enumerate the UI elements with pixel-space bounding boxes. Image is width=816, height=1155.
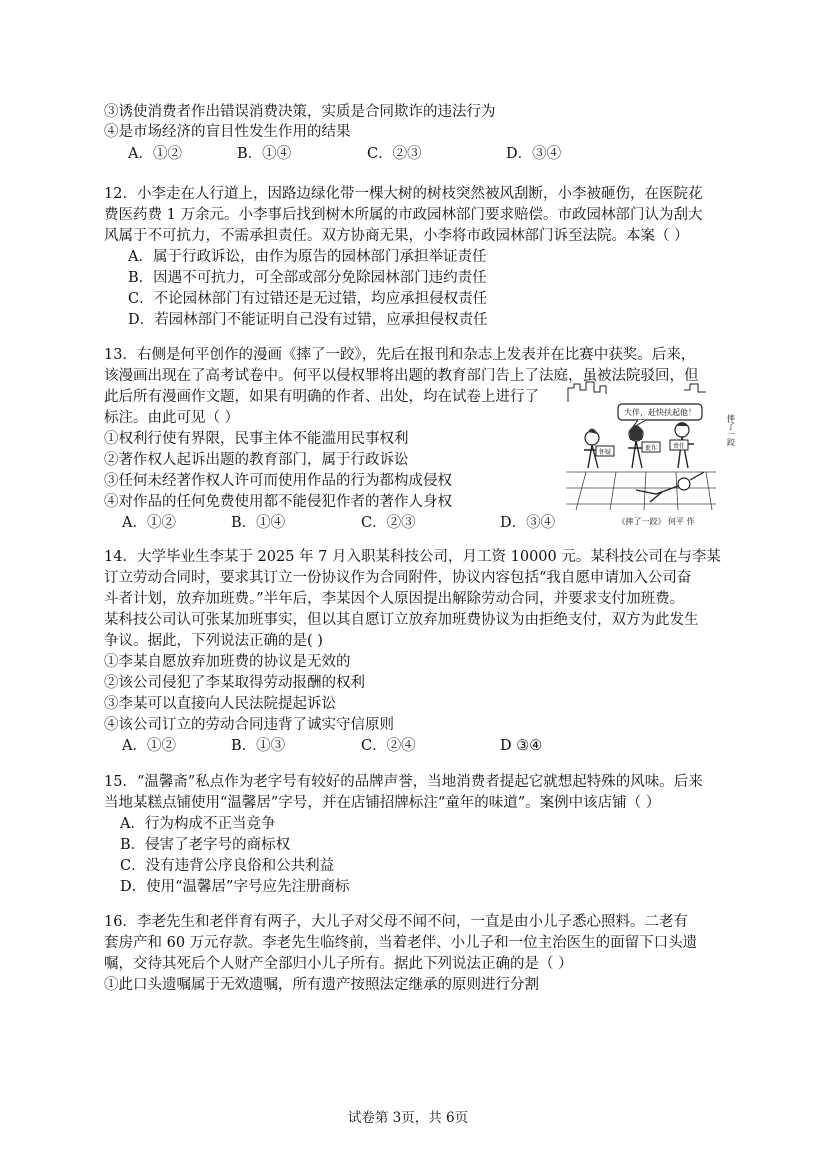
q14-stem-line-3: 斗者计划，放弃加班费。”半年后，李某因个人原因提出解除劳动合同，并要求支付加班费。	[104, 591, 685, 607]
q13-stem-line-2: 该漫画出现在了高考试卷中。何平以侵权罪将出题的教育部门告上了法庭，虽被法院驳回，但	[104, 368, 699, 384]
page-footer: 试卷第 3页，共 6页	[347, 1110, 469, 1126]
q11-option-a: A．①②	[128, 146, 182, 162]
q11-option-b: B．①④	[237, 146, 292, 162]
q13-option-b: B．①④	[231, 515, 286, 531]
q14-statement-1: ①李某自愿放弃加班费的协议是无效的	[104, 654, 351, 670]
cartoon-side-title: 摔了一跤	[726, 414, 736, 446]
q14-stem-line-4: 某科技公司认可张某加班事实，但以其自愿订立放弃加班费协议为由拒绝支付，双方为此发生	[104, 612, 699, 628]
q14-statement-2: ②该公司侵犯了李某取得劳动报酬的权利	[104, 675, 365, 691]
q13-statement-1: ①权利行使有界限，民事主体不能滥用民事权利	[104, 431, 409, 447]
q11-statement-4: ④是市场经济的盲目性发生作用的结果	[104, 124, 351, 140]
cartoon-sign-2: 讹诈	[644, 445, 658, 452]
q16-stem-line-2: 套房产和 60 万元存款。李老先生临终前，当着老伴、小儿子和一位主治医生的面留下口头遗	[104, 935, 698, 951]
q14-statement-4: ④该公司订立的劳动合同违背了诚实守信原则	[104, 717, 394, 733]
q13-option-d: D．③④	[500, 515, 556, 531]
q15-option-c: C．没有违背公序良俗和公共利益	[120, 858, 335, 874]
q12-option-a: A．属于行政诉讼，由作为原告的园林部门承担举证责任	[128, 249, 487, 265]
q14-option-c: C．②④	[361, 738, 416, 754]
q12-option-c: C．不论园林部门有过错还是无过错，均应承担侵权责任	[128, 291, 488, 307]
q13-statement-4: ④对作品的任何免费使用都不能侵犯作者的著作人身权	[104, 494, 452, 510]
q15-option-b: B．侵害了老字号的商标权	[120, 837, 291, 853]
q16-statement-1: ①此口头遗嘱属于无效遗嘱，所有遗产按照法定继承的原则进行分割	[104, 977, 539, 993]
q16-stem-line-1: 16．李老先生和老伴育有两子，大儿子对父母不闻不问，一直是由小儿子悉心照料。二老有	[104, 914, 688, 930]
q14-stem-line-1: 14．大学毕业生李某于 2025 年 7 月入职某科技公司，月工资 10000 元。某科技公司在与李某	[104, 549, 721, 565]
q12-option-b: B．因遇不可抗力，可全部或部分免除园林部门违约责任	[128, 270, 487, 286]
q14-option-b: B．①③	[231, 738, 286, 754]
q13-stem-line-4: 标注。由此可见（ ）	[104, 410, 240, 426]
q14-option-d: D ③④	[500, 738, 543, 754]
q15-option-a: A．行为构成不正当竞争	[120, 816, 276, 832]
cartoon-sign-1: 怀疑	[598, 449, 612, 456]
q13-option-a: A．①②	[122, 515, 176, 531]
q12-stem-line-1: 12．小李走在人行道上，因路边绿化带一棵大树的树枝突然被风刮断，小李被砸伤，在医院花	[104, 186, 703, 202]
q14-stem-line-5: 争议。据此，下列说法正确的是( )	[104, 633, 323, 649]
q14-option-a: A．①②	[122, 738, 176, 754]
q13-stem-line-1: 13．右侧是何平创作的漫画《摔了一跤》，先后在报刊和杂志上发表并在比赛中获奖。后来，	[104, 347, 696, 363]
q13-option-c: C．②③	[361, 515, 416, 531]
q16-stem-line-3: 嘱，交待其死后个人财产全部归小儿子所有。据此下列说法正确的是（ ）	[104, 956, 573, 972]
q15-stem-line-1: 15．“温馨斋”私点作为老字号有较好的品牌声誉，当地消费者提起它就想起特殊的风味。后来	[104, 774, 703, 790]
q15-option-d: D．使用“温馨居”字号应先注册商标	[120, 879, 350, 895]
q14-statement-3: ③李某可以直接向人民法院提起诉讼	[104, 696, 336, 712]
q15-stem-line-2: 当地某糕点铺使用“温馨居”字号，并在店铺招牌标注“童年的味道”。案例中该店铺（ ）	[104, 795, 661, 811]
q12-stem-line-2: 费医药费 1 万余元。小李事后找到树木所属的市政园林部门要求赔偿。市政园林部门认为刮大	[104, 207, 703, 223]
cartoon-sign-3: 责任	[672, 443, 686, 450]
q14-stem-line-2: 订立劳动合同时，要求其订立一份协议作为合同附件，协议内容包括“我自愿申请加入公司奋	[104, 570, 692, 586]
cartoon-illustration	[566, 380, 746, 528]
q13-statement-2: ②著作权人起诉出题的教育部门，属于行政诉讼	[104, 452, 409, 468]
q11-option-d: D．③④	[506, 146, 562, 162]
q11-statement-3: ③诱使消费者作出错误消费决策，实质是合同欺诈的违法行为	[104, 104, 496, 120]
q12-option-d: D．若园林部门不能证明自己没有过错，应承担侵权责任	[128, 312, 488, 328]
cartoon-caption: 《摔了一跤》 何平 作	[617, 517, 695, 526]
cartoon-bubble-text: 大伴，赶快扶起他！	[624, 408, 696, 417]
q13-stem-line-3: 此后所有漫画作文题，如果有明确的作者、出处，均在试卷上进行了	[104, 389, 539, 405]
q11-option-c: C．②③	[367, 146, 422, 162]
q13-statement-3: ③任何未经著作权人许可而使用作品的行为都构成侵权	[104, 473, 452, 489]
q12-stem-line-3: 风属于不可抗力，不需承担责任。双方协商无果，小李将市政园林部门诉至法院。本案（ ）	[104, 228, 689, 244]
